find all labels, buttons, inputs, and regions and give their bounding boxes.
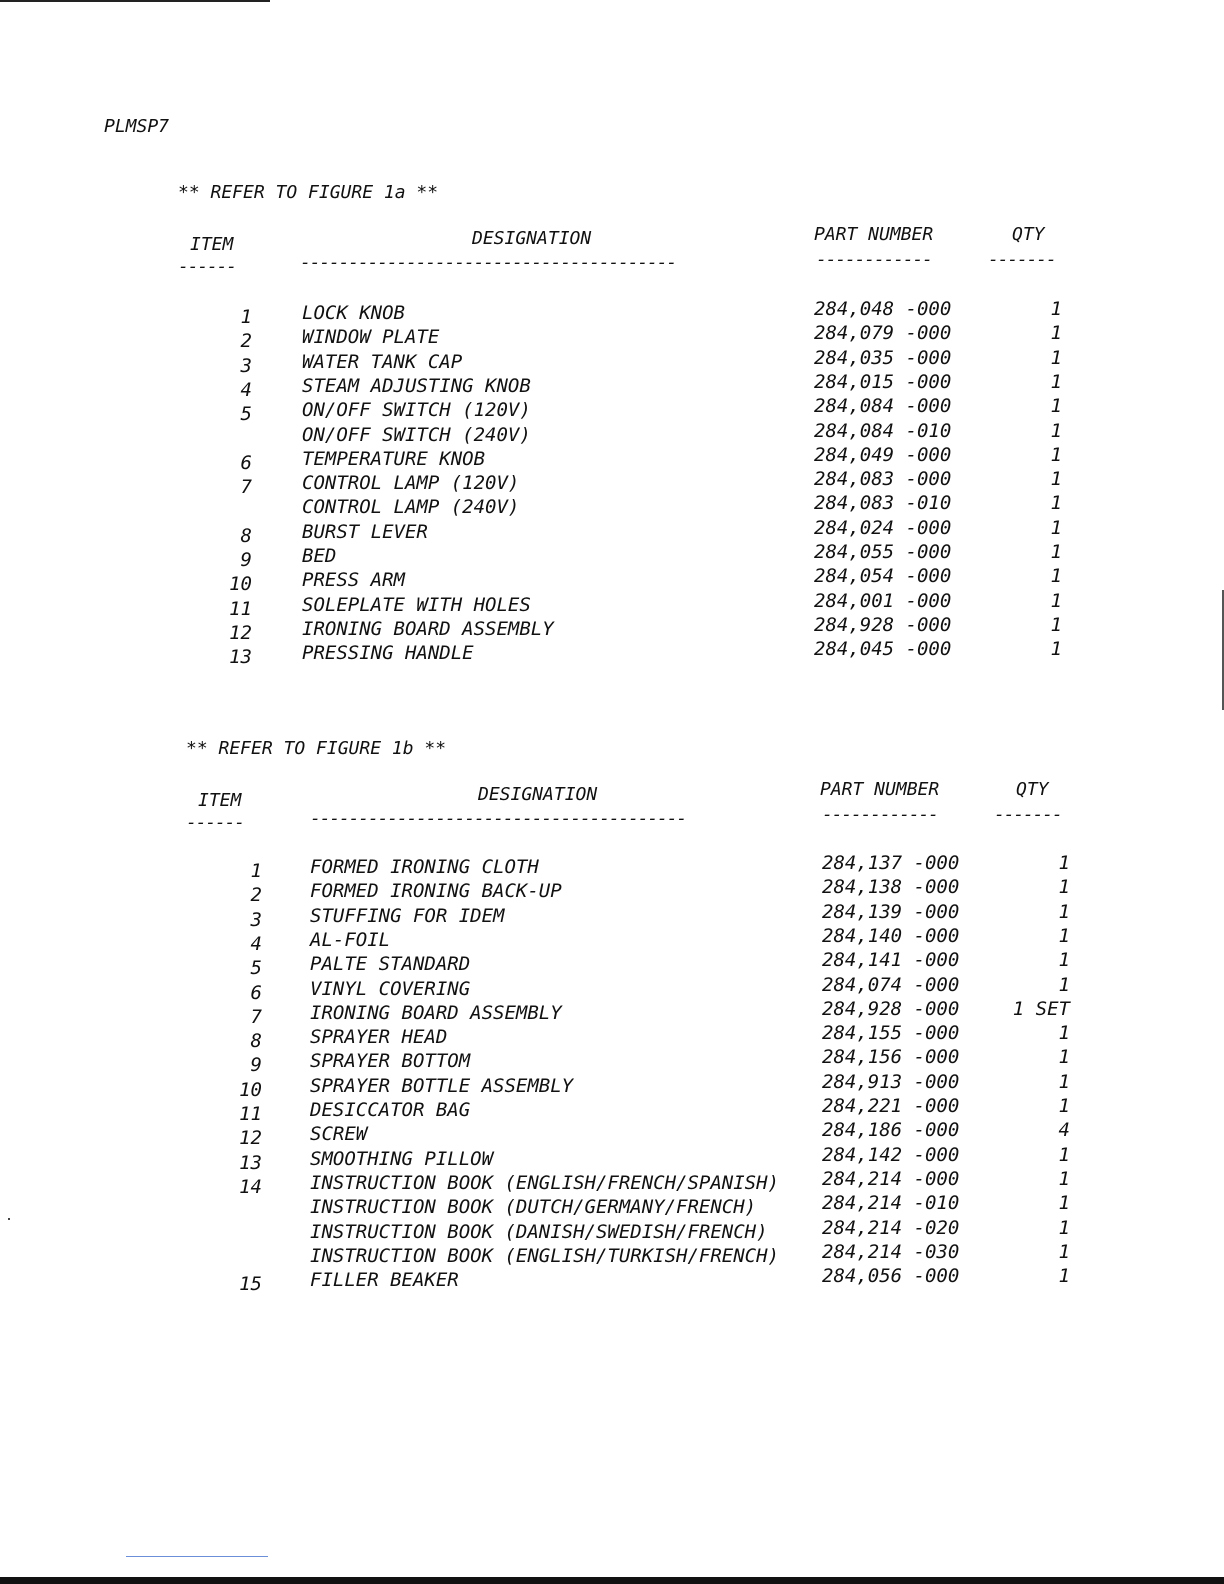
designation: LOCK KNOB — [302, 302, 405, 324]
designation: BURST LEVER — [302, 520, 428, 543]
designation: FILLER BEAKER — [310, 1269, 459, 1292]
designation: ON/OFF SWITCH (240V) — [302, 423, 531, 446]
part-number: 284,001 -000 — [814, 589, 952, 612]
table-row — [0, 876, 1224, 907]
table-row — [0, 1241, 1224, 1265]
table-row — [0, 1119, 1224, 1150]
quantity: 1 — [1058, 1046, 1070, 1069]
item-number: 10 — [239, 1078, 262, 1101]
table-row — [0, 565, 1224, 596]
item-number: 10 — [229, 573, 252, 596]
table-row — [0, 1265, 1224, 1296]
quantity: 1 — [1058, 1265, 1070, 1288]
designation: AL-FOIL — [310, 928, 391, 951]
part-number: 284,140 -000 — [822, 924, 960, 947]
table-row — [0, 638, 1224, 669]
item-number: 9 — [240, 549, 252, 571]
quantity: 1 — [1058, 876, 1070, 899]
quantity: 1 — [1050, 541, 1062, 563]
part-number: 284,048 -000 — [814, 298, 952, 320]
item-number: 5 — [250, 957, 262, 980]
part-number: 284,156 -000 — [822, 1046, 960, 1069]
table-row — [0, 370, 1224, 401]
designation: INSTRUCTION BOOK (ENGLISH/TURKISH/FRENCH) — [310, 1244, 779, 1267]
part-number: 284,054 -000 — [814, 565, 952, 588]
item-number: 7 — [240, 476, 252, 499]
table-row — [0, 1192, 1224, 1219]
table-row — [0, 1095, 1224, 1125]
quantity: 1 — [1058, 924, 1070, 947]
table-row — [0, 1217, 1224, 1241]
designation: SCREW — [310, 1123, 368, 1146]
item-number: 8 — [250, 1030, 262, 1053]
quantity: 1 — [1050, 322, 1062, 345]
quantity: 1 — [1058, 1095, 1070, 1117]
part-number: 284,084 -000 — [814, 395, 952, 418]
quantity: 1 — [1058, 973, 1070, 996]
item-number: 12 — [239, 1127, 262, 1150]
part-number: 284,035 -000 — [814, 346, 952, 369]
rule-part-number: ------------ — [822, 804, 938, 825]
rule-item: ------ — [178, 256, 236, 277]
quantity: 1 — [1050, 565, 1062, 588]
designation: STUFFING FOR IDEM — [310, 904, 505, 927]
part-number: 284,141 -000 — [822, 949, 960, 972]
table-row — [0, 468, 1224, 499]
designation: SOLEPLATE WITH HOLES — [302, 593, 531, 616]
part-number: 284,214 -000 — [822, 1167, 960, 1190]
item-number: 4 — [250, 932, 262, 955]
part-number: 284,049 -000 — [814, 443, 952, 466]
item-number: 4 — [240, 378, 252, 401]
part-number: 284,214 -020 — [822, 1216, 960, 1239]
header-item: ITEM — [190, 234, 234, 255]
part-number: 284,045 -000 — [814, 638, 952, 661]
quantity: 1 — [1050, 613, 1062, 636]
item-number: 9 — [250, 1054, 262, 1077]
designation: WATER TANK CAP — [302, 350, 463, 373]
document-id: PLMSP7 — [104, 116, 170, 137]
quantity: 1 — [1058, 1143, 1070, 1166]
designation: WINDOW PLATE — [302, 326, 440, 349]
quantity: 1 — [1050, 370, 1062, 393]
quantity: 1 — [1050, 395, 1062, 418]
table-row — [0, 973, 1224, 1004]
bottom-blue-line — [126, 1556, 268, 1557]
designation: INSTRUCTION BOOK (DUTCH/GERMANY/FRENCH) — [310, 1196, 757, 1219]
table-row — [0, 395, 1224, 426]
quantity: 1 — [1050, 346, 1062, 369]
quantity: 1 — [1058, 852, 1070, 874]
quantity: 1 — [1058, 900, 1070, 923]
table-row — [0, 1143, 1224, 1174]
part-number: 284,015 -000 — [814, 370, 952, 393]
top-rule — [0, 0, 270, 2]
item-number: 13 — [239, 1151, 262, 1174]
figure-1b-reference: ** REFER TO FIGURE 1b ** — [186, 738, 447, 759]
designation: TEMPERATURE KNOB — [302, 447, 486, 470]
header-part-number: PART NUMBER — [814, 224, 934, 245]
item-number: 7 — [250, 1005, 262, 1028]
designation: IRONING BOARD ASSEMBLY — [302, 617, 554, 640]
part-number: 284,055 -000 — [814, 541, 952, 563]
item-number: 8 — [240, 524, 252, 547]
part-number: 284,214 -010 — [822, 1192, 960, 1215]
figure-1a-reference: ** REFER TO FIGURE 1a ** — [178, 182, 439, 203]
part-number: 284,142 -000 — [822, 1143, 960, 1166]
item-number: 14 — [239, 1175, 262, 1198]
part-number: 284,056 -000 — [822, 1265, 960, 1288]
item-number: 11 — [239, 1103, 262, 1125]
rule-qty: ------- — [994, 804, 1062, 825]
table-row — [0, 997, 1224, 1028]
designation: PRESSING HANDLE — [302, 642, 474, 665]
quantity: 1 — [1058, 1070, 1070, 1093]
table-row — [0, 589, 1224, 620]
quantity: 1 — [1050, 419, 1062, 442]
item-number: 2 — [240, 330, 252, 353]
rule-part-number: ------------ — [816, 249, 932, 270]
quantity: 1 — [1050, 298, 1062, 320]
rule-designation: --------------------------------------- — [310, 808, 686, 829]
designation: SPRAYER HEAD — [310, 1026, 448, 1049]
item-number: 12 — [229, 621, 252, 644]
part-number: 284,186 -000 — [822, 1119, 960, 1142]
part-number: 284,214 -030 — [822, 1240, 960, 1263]
table-row — [0, 900, 1224, 931]
table-row — [0, 613, 1224, 644]
part-number: 284,137 -000 — [822, 852, 960, 874]
item-number: 15 — [239, 1273, 262, 1296]
table-row — [0, 492, 1224, 519]
designation: PALTE STANDARD — [310, 953, 471, 976]
designation: SPRAYER BOTTOM — [310, 1050, 471, 1073]
rule-item: ------ — [186, 812, 244, 833]
table-row — [0, 1022, 1224, 1053]
part-number: 284,928 -000 — [822, 997, 960, 1020]
header-designation: DESIGNATION — [478, 784, 598, 805]
rule-designation: --------------------------------------- — [300, 252, 676, 273]
header-part-number: PART NUMBER — [820, 779, 940, 800]
designation: IRONING BOARD ASSEMBLY — [310, 1001, 562, 1024]
designation: STEAM ADJUSTING KNOB — [302, 374, 531, 397]
item-number: 3 — [250, 908, 262, 931]
quantity: 1 — [1058, 1192, 1070, 1215]
header-designation: DESIGNATION — [472, 228, 592, 249]
quantity: 4 — [1058, 1119, 1070, 1142]
quantity: 1 — [1058, 1216, 1070, 1239]
bottom-scan-border — [0, 1577, 1224, 1584]
designation: SPRAYER BOTTLE ASSEMBLY — [310, 1074, 574, 1097]
designation: SMOOTHING PILLOW — [310, 1147, 494, 1170]
item-number: 3 — [240, 354, 252, 377]
table-row — [0, 541, 1224, 571]
designation: BED — [302, 545, 337, 567]
item-number: 5 — [240, 403, 252, 426]
part-number: 284,138 -000 — [822, 876, 960, 899]
header-item: ITEM — [198, 790, 242, 811]
quantity: 1 — [1058, 1022, 1070, 1045]
quantity: 1 — [1058, 949, 1070, 972]
designation: VINYL COVERING — [310, 977, 471, 1000]
part-number: 284,221 -000 — [822, 1095, 960, 1117]
quantity: 1 — [1058, 1240, 1070, 1263]
item-number: 11 — [229, 597, 252, 620]
quantity: 1 — [1050, 516, 1062, 539]
part-number: 284,084 -010 — [814, 419, 952, 442]
part-number: 284,913 -000 — [822, 1070, 960, 1093]
item-number: 1 — [250, 860, 262, 882]
table-row — [0, 322, 1224, 353]
quantity: 1 — [1050, 443, 1062, 466]
table-row — [0, 298, 1224, 328]
item-number: 6 — [250, 981, 262, 1004]
table-row — [0, 852, 1224, 882]
item-number: 2 — [250, 884, 262, 907]
quantity: 1 — [1050, 468, 1062, 491]
designation: CONTROL LAMP (240V) — [302, 496, 520, 519]
designation: INSTRUCTION BOOK (ENGLISH/FRENCH/SPANISH) — [310, 1171, 779, 1194]
table-row — [0, 1070, 1224, 1101]
part-number: 284,928 -000 — [814, 613, 952, 636]
quantity: 1 — [1050, 492, 1062, 515]
designation: ON/OFF SWITCH (120V) — [302, 399, 531, 422]
part-number: 284,083 -000 — [814, 468, 952, 491]
designation: DESICCATOR BAG — [310, 1099, 471, 1121]
quantity: 1 — [1058, 1167, 1070, 1190]
item-number: 6 — [240, 451, 252, 474]
rule-qty: ------- — [988, 249, 1056, 270]
designation: FORMED IRONING CLOTH — [310, 856, 539, 878]
table-row — [0, 1167, 1224, 1198]
table-row — [0, 516, 1224, 547]
table-row — [0, 1046, 1224, 1077]
part-number: 284,083 -010 — [814, 492, 952, 515]
table-row — [0, 346, 1224, 377]
quantity: 1 SET — [1012, 997, 1070, 1020]
part-number: 284,155 -000 — [822, 1022, 960, 1045]
part-number: 284,024 -000 — [814, 516, 952, 539]
quantity: 1 — [1050, 638, 1062, 661]
quantity: 1 — [1050, 589, 1062, 612]
part-number: 284,079 -000 — [814, 322, 952, 345]
designation: INSTRUCTION BOOK (DANISH/SWEDISH/FRENCH) — [310, 1220, 768, 1243]
table-row — [0, 420, 1224, 444]
header-qty: QTY — [1016, 779, 1049, 800]
part-number: 284,074 -000 — [822, 973, 960, 996]
part-number: 284,139 -000 — [822, 900, 960, 923]
designation: FORMED IRONING BACK-UP — [310, 880, 562, 903]
table-row — [0, 443, 1224, 474]
item-number: 13 — [229, 646, 252, 669]
designation: CONTROL LAMP (120V) — [302, 472, 520, 495]
header-qty: QTY — [1012, 224, 1045, 245]
item-number: 1 — [240, 306, 252, 328]
table-row — [0, 924, 1224, 955]
designation: PRESS ARM — [302, 569, 405, 592]
table-row — [0, 949, 1224, 980]
